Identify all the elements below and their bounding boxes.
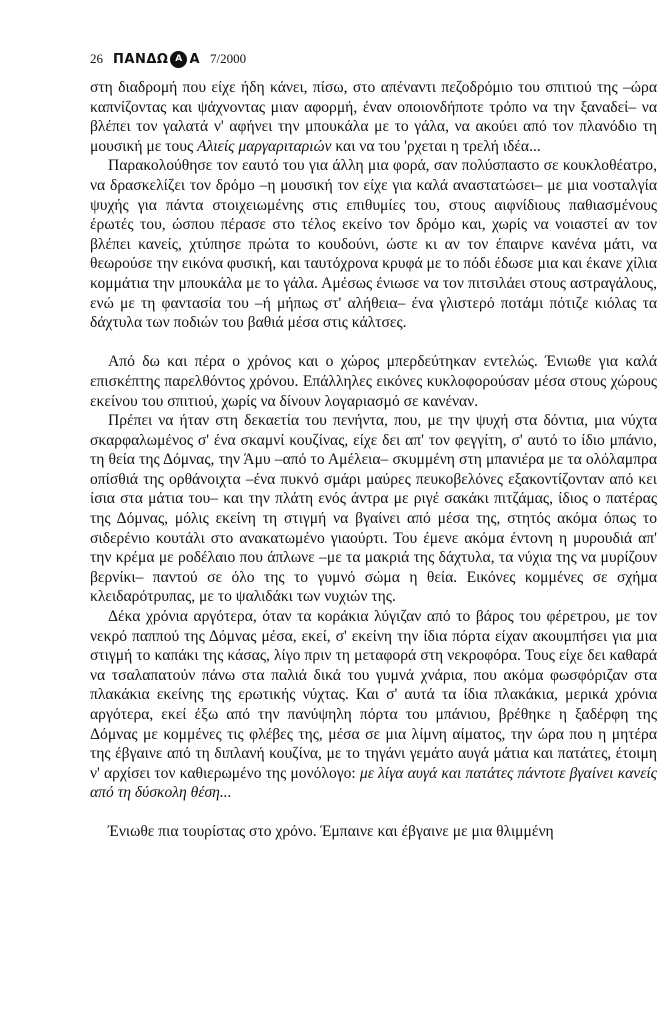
paragraph-6: Ένιωθε πια τουρίστας στο χρόνο. Έμπαινε και έβγαινε με μια θλιμμένη [108, 822, 554, 840]
paragraph-1-text-a: στη διαδρομή που είχε ήδη κάνει, πίσω, στο απέναντι πεζοδρόμιο του σπιτιού της –ώρα καπνίζοντας και ψάχνοντας μιαν αφορμή, έναν οποιονδήποτε τρόπο να την ξαναδεί– να βλέπει τον γαλατά ν' αφήνει την μπουκάλα με το γάλα, να ακούει από τον πλανόδιο τη μουσική με τους [90, 79, 657, 155]
paragraph-2: Παρακολούθησε τον εαυτό του για άλλη μια φορά, σαν πολύσπαστο σε κουκλοθέατρο, να δρασκελίζει τον δρόμο –η μουσική τον είχε για καλά αναστατώσει– με μια νοσταλγία ψυχής για πάντα στοιχειωμένης στις επιθυμίες του, στους αιφνίδιους παθιασμένους έρωτές του, ώσπου πέρασε στο τέλος εκείνο τον δρόμο και, χωρίς να νοιαστεί αν τον βλέπει κανείς, χτύπησε πρώτα το κουδούνι, ώστε κι αν τον έπαιρνε κανένα μάτι, να θεωρούσε την εικόνα φυσική, και ταυτόχρονα κρυφά με το πόδι έδωσε μια και έκανε χίλια κομμάτια την μπουκάλα με το γάλα. Αμέσως ένιωσε να τον πιτσιλάει στους αστραγάλους, ενώ με τη φαντασία του –ή μήπως στ' αλήθεια– ένα γλιστερό ποτάμι πότιζε κιόλας τα δάχτυλα των ποδιών του βαθιά μέσα στις κάλτσες. [90, 157, 657, 332]
magazine-title-prefix: ΠΑΝΔΩ [113, 51, 169, 67]
page-header [90, 48, 246, 70]
paragraph-1-text-b: και να του 'ρχεται η τρελή ιδέα... [331, 137, 541, 155]
paragraph-5-italic: με λίγα αυγά και πατάτες πάντοτε βγαίνει κανείς από τη δύσκολη θέση... [90, 764, 657, 802]
magazine-title-suffix: Α [189, 51, 200, 67]
paragraph-1 [90, 78, 657, 156]
article-body [90, 78, 657, 842]
paragraph-4: Πρέπει να ήταν στη δεκαετία του πενήντα, που, με την ψυχή στα δόντια, μια νύχτα σκαρφαλωμένος σ' ένα σκαμνί κουζίνας, είχε δει απ' τον φεγγίτη, σ' αυτό το ίδιο μπάνιο, τη θεία της Δόμνας, την Άμυ –από το Αμέλεια– σκυμμένη στη μπανιέρα με τα ολόλαμπρα οπίσθιά της ορθάνοιχτα –ένα πυκνό σμάρι μαύρες πευκοβελόνες εξακοντίζονταν από κει ίσια στα μάτια του– και την πλάτη ενός άντρα με ριγέ σακάκι πιτζάμας, ίδιος ο πατέρας της Δόμνας, μόλις εκείνη τη στιγμή να βγαίνει από μέσα της, στητός ακόμα όπως το σιδερένιο κουτάλι στο ανακατωμένο γιαούρτι. Του έμενε ακόμα έντονη η μυρουδιά απ' την κρέμα με ροδέλαιο που άπλωνε –με τα μακριά της δάχτυλα, τα νύχια της να μυρίζουν βερνίκι– παντού σε όλο της το γυμνό σώμα η θεία. Εικόνες κομμένες σε σχήμα κλειδαρότρυπας, με το ψαλιδάκι των νυχιών της. [90, 412, 657, 606]
magazine-logo-icon: Α [170, 51, 187, 68]
issue-number: 7/2000 [210, 51, 247, 66]
paragraph-5 [90, 607, 657, 803]
paragraph-1-italic: Αλιείς μαργαριταριών [197, 137, 332, 155]
page-number: 26 [90, 51, 103, 66]
magazine-title [113, 51, 200, 68]
paragraph-5-text-a: Δέκα χρόνια αργότερα, όταν τα κοράκια λύγιζαν από το βάρος του φέρετρου, με τον νεκρό παππού της Δόμνας μέσα, εκεί, σ' εκείνη την ίδια πόρτα είχαν ακουμπήσει για μια στιγμή το καπάκι της κάσας, λίγο πριν τη μεταφορά στη νεκροφόρα. Τους είχε δει καθαρά να τσαλαπατούν πάνω στα παλιά δικά του γυμνά χνάρια, που ακόμα φωσφόριζαν στα πλακάκια εκείνης της ερωτικής νύχτας. Και σ' αυτά τα ίδια πλακάκια, μερικά χρόνια αργότερα, εκεί έξω από την πανύψηλη πόρτα του μπάνιου, βρέθηκε η ξαδέρφη της Δόμνας με κομμένες τις φλέβες της, μέσα σε μια λίμνη αίματος, την ώρα που η μητέρα της έβγαινε από τη διπλανή κουζίνα, με το τηγάνι γεμάτο αυγά μάτια και πατάτες, έτοιμη ν' αρχίσει τον καθιερωμένο της μονόλογο: [90, 608, 657, 782]
paragraph-3: Από δω και πέρα ο χρόνος και ο χώρος μπερδεύτηκαν εντελώς. Ένιωθε για καλά επισκέπτης παρελθόντος χρόνου. Επάλληλες εικόνες κυκλοφορούσαν μέσα στους χώρους εκείνου του σπιτιού, χωρίς να δίνουν λογαριασμό σε κανέναν. [90, 353, 657, 410]
